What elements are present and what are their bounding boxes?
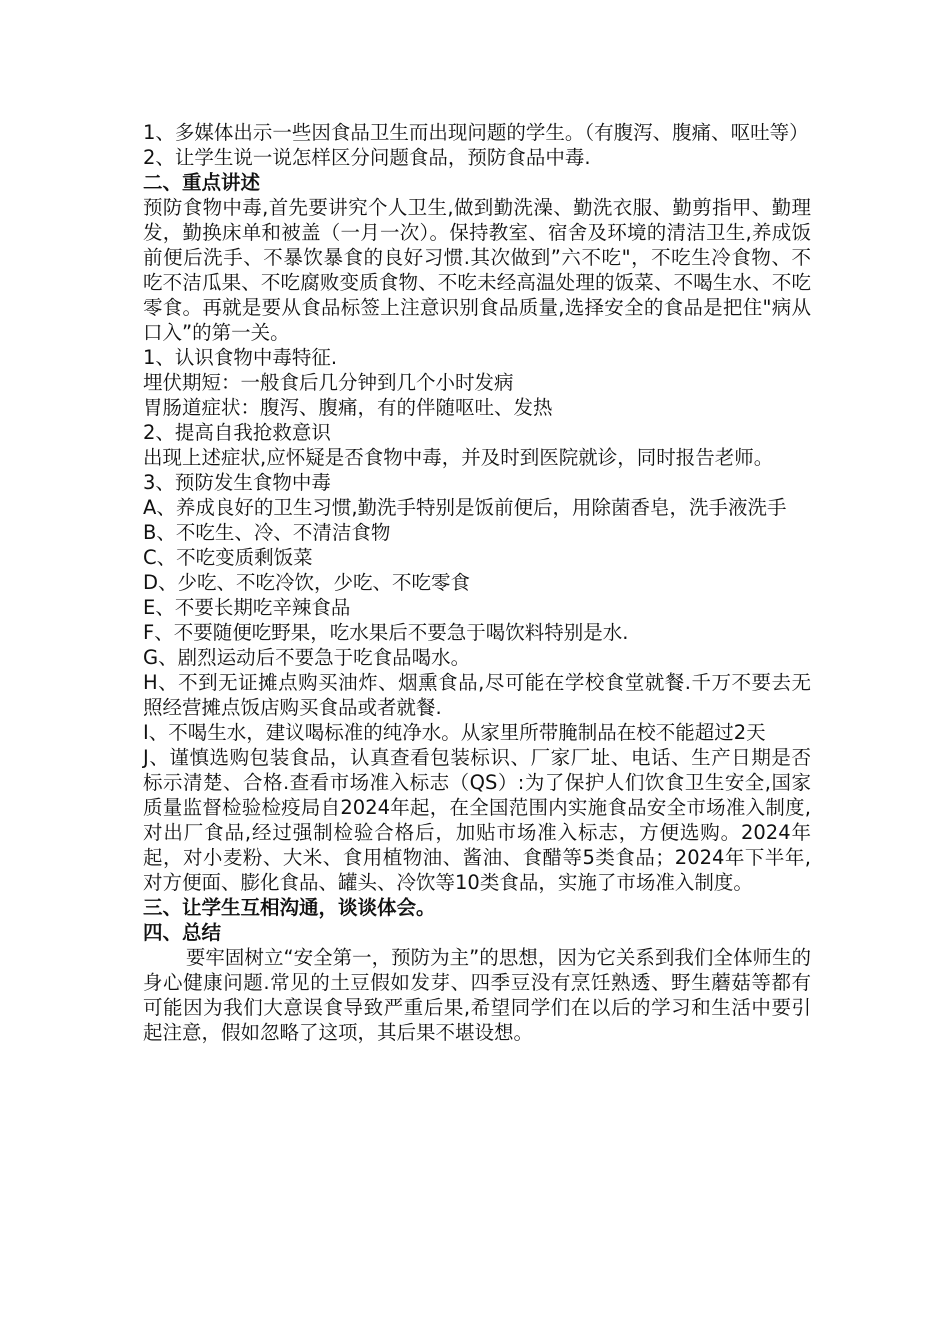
section-heading-2: 二、重点讲述 (143, 171, 261, 194)
document-page (143, 120, 811, 1045)
rule-d: D、少吃、不吃冷饮，少吃、不吃零食 (143, 571, 471, 594)
prevention-paragraph: 预防食物中毒,首先要讲究个人卫生,做到勤洗澡、勤洗衣服、勤剪指甲、勤理发，勤换床单和被盖（一月一次）。保持教室、宿舍及环境的清洁卫生,养成饭前便后洗手、不暴饮暴食的良好习惯.其次做到”六不吃"，不吃生冷食物、不吃不洁瓜果、不吃腐败变质食物、不吃未经高温处理的饭菜、不喝生水、不吃零食。再就是要从食品标签上注意识别食品质量,选择安全的食品是把住"病从口入”的第一关。 (143, 196, 811, 344)
rule-a: A、养成良好的卫生习惯,勤洗手特别是饭前便后，用除菌香皂，洗手液洗手 (143, 496, 787, 519)
rule-b: B、不吃生、冷、不清洁食物 (143, 521, 391, 544)
self-rescue-text: 出现上述症状,应怀疑是否食物中毒，并及时到医院就诊，同时报告老师。 (143, 446, 774, 469)
intro-item-2: 2、让学生说一说怎样区分问题食品，预防食品中毒. (143, 146, 591, 169)
intro-item-1: 1、多媒体出示一些因食品卫生而出现问题的学生。（有腹泻、腹痛、呕吐等） (143, 121, 809, 144)
symptoms-text: 胃肠道症状：腹泻、腹痛，有的伴随呕吐、发热 (143, 396, 553, 419)
rule-c: C、不吃变质剩饭菜 (143, 546, 313, 569)
subsection-2-title: 2、提高自我抢救意识 (143, 421, 331, 444)
summary-paragraph: 要牢固树立“安全第一，预防为主”的思想，因为它关系到我们全体师生的身心健康问题.常见的土豆假如发芽、四季豆没有烹饪熟透、野生蘑菇等都有可能因为我们大意误食导致严重后果,希望同学们在以后的学习和生活中要引起注意，假如忽略了这项，其后果不堪设想。 (143, 946, 811, 1044)
rule-g: G、剧烈运动后不要急于吃食品喝水。 (143, 646, 471, 669)
rule-h: H、不到无证摊点购买油炸、烟熏食品,尽可能在学校食堂就餐.千万不要去无照经营摊点饭店购买食品或者就餐. (143, 671, 811, 719)
rule-f: F、不要随便吃野果，吃水果后不要急于喝饮料特别是水. (143, 621, 629, 644)
rule-j: J、谨慎选购包装食品，认真查看包装标识、厂家厂址、电话、生产日期是否标示清楚、合格.查看市场准入标志（QS）:为了保护人们饮食卫生安全,国家质量监督检验检疫局自2024年起，在全国范围内实施食品安全市场准入制度,对出厂食品,经过强制检验合格后，加贴市场准入标志，方便选购。2024年起，对小麦粉、大米、食用植物油、酱油、食醋等5类食品；2024年下半年,对方便面、膨化食品、罐头、冷饮等10类食品，实施了市场准入制度。 (143, 746, 811, 894)
rule-e: E、不要长期吃辛辣食品 (143, 596, 351, 619)
incubation-text: 埋伏期短：一般食后几分钟到几个小时发病 (143, 371, 514, 394)
subsection-1-title: 1、认识食物中毒特征. (143, 346, 338, 369)
section-heading-4: 四、总结 (143, 921, 222, 944)
section-heading-3: 三、让学生互相沟通，谈谈体会。 (143, 896, 436, 919)
rule-i: I、不喝生水，建议喝标准的纯净水。从家里所带腌制品在校不能超过2天 (143, 721, 766, 744)
subsection-3-title: 3、预防发生食物中毒 (143, 471, 331, 494)
